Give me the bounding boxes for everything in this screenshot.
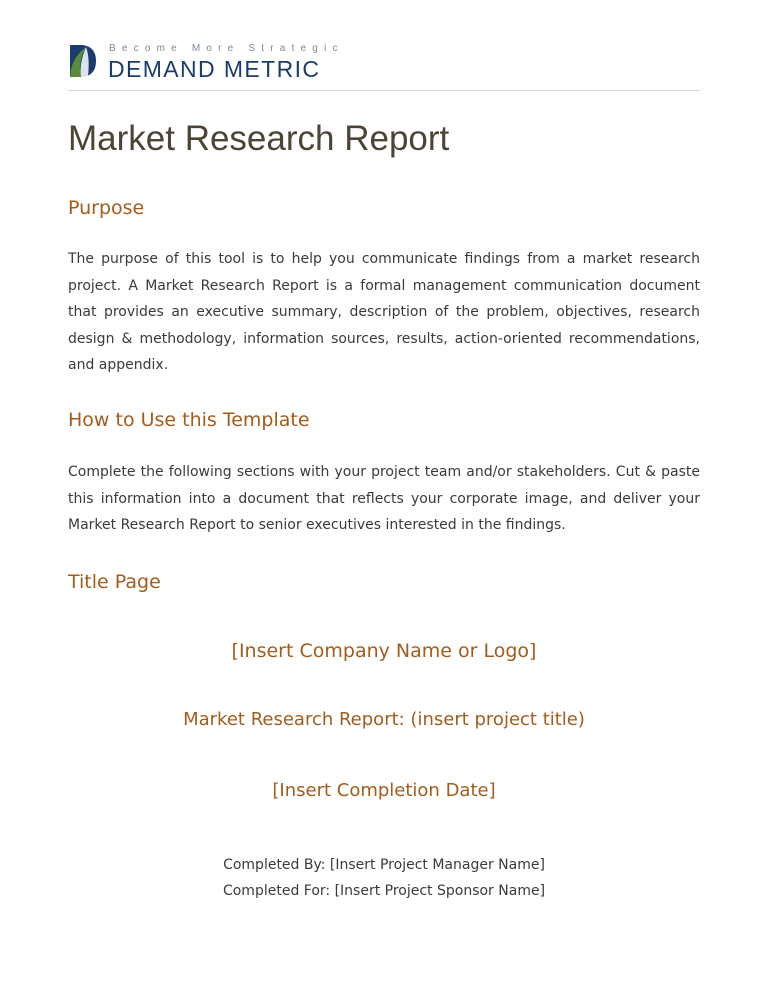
company-name-placeholder: [Insert Company Name or Logo] (231, 640, 537, 662)
completion-date-placeholder: [Insert Completion Date] (272, 780, 496, 801)
project-title-placeholder: Market Research Report: (insert project title) (183, 709, 585, 730)
header-divider (68, 90, 700, 91)
page-title: Market Research Report (68, 119, 450, 158)
completed-for-line: Completed For: [Insert Project Sponsor Name] (222, 883, 546, 899)
purpose-heading: Purpose (68, 197, 145, 219)
demand-metric-logo-icon (68, 44, 100, 78)
completed-by-line: Completed By: [Insert Project Manager Name] (223, 857, 545, 873)
how-to-use-paragraph: Complete the following sections with your project team and/or stakeholders. Cut & paste this information into a document that reflects your corporate image, and deliver your Market Research Report to senior executives interested in the findings. (68, 464, 700, 534)
brand-tagline: Become More Strategic (109, 43, 344, 54)
how-to-use-heading: How to Use this Template (68, 409, 310, 431)
brand-name: DEMAND METRIC (108, 56, 321, 82)
title-page-heading: Title Page (68, 571, 161, 593)
purpose-paragraph: The purpose of this tool is to help you communicate findings from a market research project. A Market Research Report is a formal management communication document that provides an executive summary, description of the problem, objectives, research design & methodology, information sources, results, action-oriented recommendations, and appendix. (68, 251, 700, 374)
